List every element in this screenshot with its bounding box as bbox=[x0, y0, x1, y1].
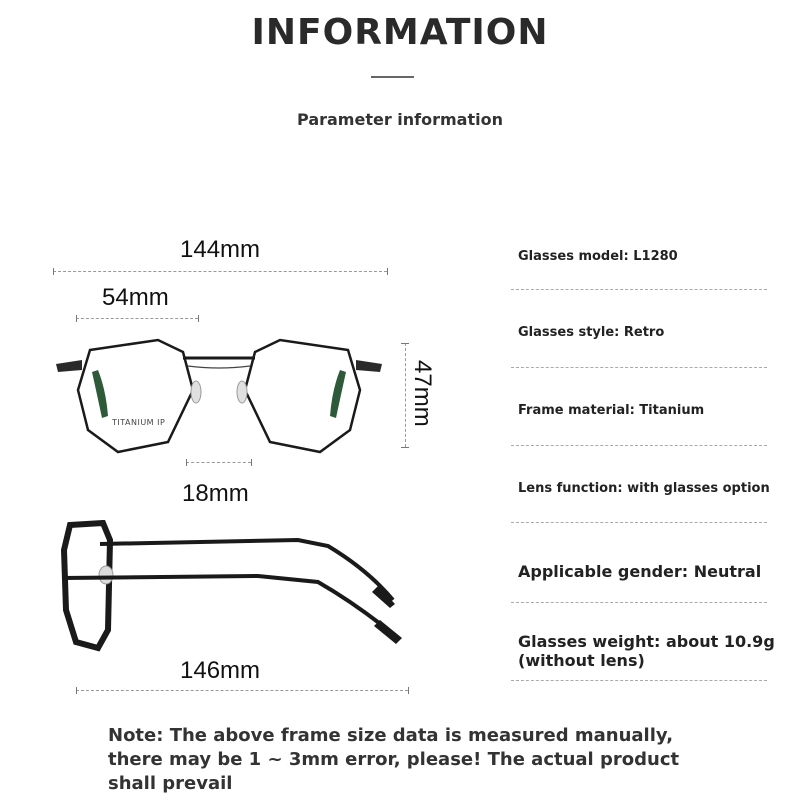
total-width-tick-right bbox=[387, 268, 388, 275]
param-separator bbox=[511, 680, 767, 681]
lens-width-tick-left bbox=[76, 315, 77, 322]
lens-height-line bbox=[405, 343, 406, 447]
total-width-label: 144mm bbox=[180, 236, 261, 263]
frame-imprint: TITANIUM IP bbox=[112, 418, 166, 427]
temple-length-tick-right bbox=[408, 687, 409, 694]
param-separator bbox=[511, 522, 767, 523]
param-separator bbox=[511, 445, 767, 446]
param-gender: Applicable gender: Neutral bbox=[518, 562, 762, 581]
right-temple-tip bbox=[330, 370, 346, 418]
param-weight: Glasses weight: about 10.9g bbox=[518, 632, 775, 651]
lens-height-label: 47mm bbox=[409, 360, 436, 427]
param-separator bbox=[511, 602, 767, 603]
lens-width-line bbox=[76, 318, 198, 319]
temple-length-line bbox=[76, 690, 408, 691]
right-lens-rim bbox=[245, 340, 360, 452]
total-width-tick-left bbox=[53, 268, 54, 275]
lower-temple-tip bbox=[374, 620, 402, 644]
left-nose-pad bbox=[191, 381, 201, 403]
measurement-note: Note: The above frame size data is measured manually, there may be 1 ~ 3mm error, please! The actual product shall prevail bbox=[108, 725, 680, 794]
left-temple-stub bbox=[56, 360, 82, 372]
side-front-rim bbox=[64, 523, 110, 648]
lower-temple bbox=[62, 576, 398, 638]
glasses-front-view bbox=[48, 330, 393, 460]
glasses-side-view bbox=[58, 520, 408, 655]
right-nose-pad bbox=[237, 381, 247, 403]
left-temple-tip bbox=[92, 370, 108, 418]
upper-temple bbox=[100, 540, 393, 600]
bridge-width-tick-right bbox=[251, 459, 252, 466]
param-weight-note: (without lens) bbox=[518, 651, 645, 670]
lens-height-tick-bottom bbox=[401, 447, 409, 448]
parameter-subtitle: Parameter information bbox=[297, 110, 503, 129]
param-material: Frame material: Titanium bbox=[518, 403, 705, 418]
lens-width-tick-right bbox=[198, 315, 199, 322]
param-separator bbox=[511, 289, 767, 290]
bridge-lower bbox=[188, 366, 250, 368]
lens-height-tick-top bbox=[401, 343, 409, 344]
title-underline bbox=[371, 76, 414, 78]
total-width-line bbox=[53, 271, 387, 272]
param-model: Glasses model: L1280 bbox=[518, 249, 678, 264]
param-lens-function: Lens function: with glasses option bbox=[518, 481, 770, 496]
temple-length-tick-left bbox=[76, 687, 77, 694]
bridge-width-line bbox=[186, 462, 251, 463]
param-separator bbox=[511, 367, 767, 368]
side-nose-pad bbox=[99, 566, 113, 584]
bridge-width-label: 18mm bbox=[182, 480, 249, 507]
bridge-width-tick-left bbox=[186, 459, 187, 466]
param-style: Glasses style: Retro bbox=[518, 325, 665, 340]
right-temple-stub bbox=[356, 360, 382, 372]
left-lens-rim bbox=[78, 340, 193, 452]
info-title: INFORMATION bbox=[251, 12, 549, 53]
temple-length-label: 146mm bbox=[180, 657, 261, 684]
lens-width-label: 54mm bbox=[102, 284, 169, 311]
